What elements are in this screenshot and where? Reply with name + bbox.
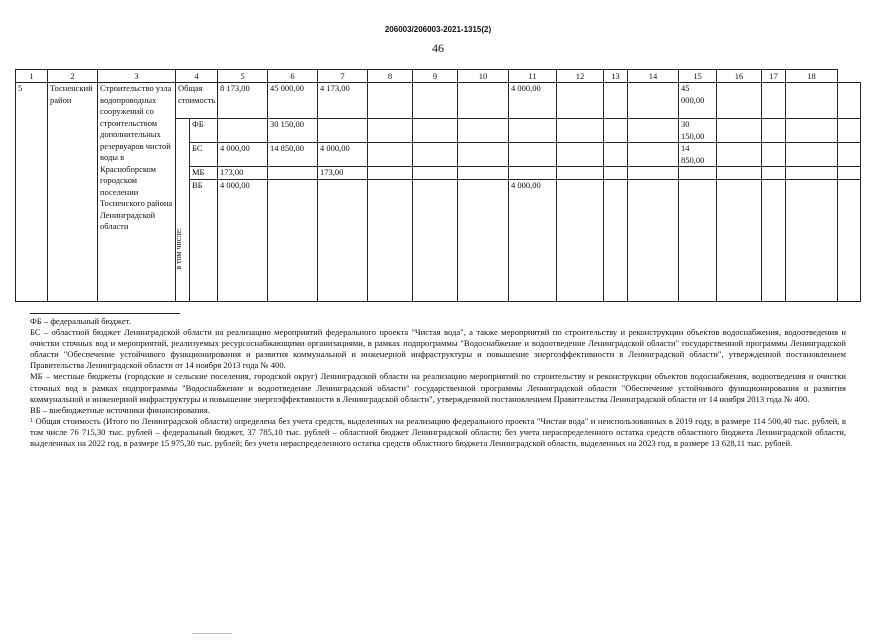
table-row <box>16 83 861 119</box>
cell-c6: 45 000,00 <box>268 83 318 119</box>
document-id: 206003/206003-2021-1315(2) <box>384 25 492 34</box>
footnote-mark: 1 <box>30 417 33 424</box>
cell-c14 <box>679 179 717 301</box>
source-label: МБ <box>190 167 218 180</box>
col-header: 9 <box>413 70 458 83</box>
cell-c5: 8 173,00 <box>218 83 268 119</box>
cell-c6 <box>268 179 318 301</box>
col-header: 8 <box>368 70 413 83</box>
footnotes <box>30 316 846 449</box>
footnote-1 <box>30 416 846 449</box>
footnote-fb: ФБ – федеральный бюджет. <box>30 316 131 326</box>
cell-c14: 45 000,00 <box>679 83 717 119</box>
page-bottom-mark <box>192 633 232 634</box>
col-header: 11 <box>509 70 557 83</box>
cell-c7: 4 173,00 <box>318 83 368 119</box>
source-label: ФБ <box>190 119 218 143</box>
vertical-label: в том числе: <box>174 227 184 270</box>
col-header: 17 <box>762 70 786 83</box>
cell-c11: 4 000,00 <box>509 83 557 119</box>
cell-c11 <box>509 119 557 143</box>
col-header: 13 <box>604 70 628 83</box>
col-header: 15 <box>679 70 717 83</box>
object-cell: Строительство узла водопроводных сооружений со строительством дополнительных резервуаров чистой воды в Красноборском городском поселении Тосненского района Ленинградской области <box>98 83 176 302</box>
budget-table <box>15 69 861 302</box>
col-header: 7 <box>318 70 368 83</box>
cell-c7: 173,00 <box>318 167 368 180</box>
vertical-label-cell <box>176 119 190 302</box>
total-label: Общая стоимость <box>176 83 218 119</box>
footnote-1-text: Общая стоимость (Итого по Ленинградской области) определена без учета средств, выделенных на реализацию федерального проекта "Чистая вода" и неиспользованных в 2019 году, в размере 114 500,40 тыс. рублей, в том числе 76 715,30 тыс. рублей – федеральный бюджет, 37 785,10 тыс. рублей – областной бюджет Ленинградской области; без учета нераспределенного остатка средств областного бюджета Ленинградской области, выделенных на 2022 год, в размере 15 975,30 тыс. рублей; без учета нераспределенного остатка средств областного бюджета Ленинградской области, выделенных на 2023 год, в размере 13 628,11 тыс. рублей. <box>30 415 846 449</box>
col-header: 6 <box>268 70 318 83</box>
col-header: 16 <box>717 70 762 83</box>
cell-c5 <box>218 119 268 143</box>
page-number: 46 <box>432 41 444 55</box>
column-number-row <box>16 70 861 83</box>
cell-c11 <box>509 143 557 167</box>
col-header: 10 <box>458 70 509 83</box>
source-label: БС <box>190 143 218 167</box>
col-header: 2 <box>48 70 98 83</box>
cell-c6 <box>268 167 318 180</box>
cell-c6: 30 150,00 <box>268 119 318 143</box>
footnote-divider <box>30 313 180 314</box>
district-cell: Тосненский район <box>48 83 98 302</box>
cell-c5: 173,00 <box>218 167 268 180</box>
row-number: 5 <box>16 83 48 302</box>
col-header: 4 <box>176 70 218 83</box>
cell-c7: 4 000,00 <box>318 143 368 167</box>
source-label: ВБ <box>190 179 218 301</box>
cell-c5: 4 000,00 <box>218 179 268 301</box>
footnote-mb: МБ – местные бюджеты (городские и сельские поселения, городской округ) Ленинградской области на реализацию мероприятий по строительству и реконструкции объектов водоснабжения, водоотведения и очистки сточных вод в рамках подпрограммы "Водоснабжение и водоотведение Ленинградской области" государственной программы Ленинградской области "Обеспечение устойчивого функционирования и развития коммунальной и инженерной инфраструктуры и повышение энергоэффективности в Ленинградской области", утвержденной постановлением Правительства Ленинградской области от 14 ноября 2013 года № 400. <box>30 371 846 404</box>
col-header: 14 <box>628 70 679 83</box>
footnote-vb: ВБ – внебюджетные источники финансирования. <box>30 404 211 415</box>
cell-c11 <box>509 167 557 180</box>
cell-c7 <box>318 179 368 301</box>
cell-c14: 30 150,00 <box>679 119 717 143</box>
cell-c14 <box>679 167 717 180</box>
cell-c7 <box>318 119 368 143</box>
col-header: 5 <box>218 70 268 83</box>
footnote-bs: БС – областной бюджет Ленинградской области на реализацию мероприятий федерального проекта "Чистая вода", а также мероприятий по строительству и реконструкции объектов водоснабжения, водоотведения и очистки сточных вод и мероприятий, реализуемых ресурсоснабжающими организациями, в рамках подпрограммы "Водоснабжение и водоотведение Ленинградской области" государственной программы Ленинградской области "Обеспечение устойчивого функционирования и развития коммунальной и инженерной инфраструктуры и повышение энергоэффективности в Ленинградской области", утвержденной постановлением Правительства Ленинградской области от 14 ноября 2013 года № 400. <box>30 327 846 371</box>
cell-c11: 4 000,00 <box>509 179 557 301</box>
col-header: 3 <box>98 70 176 83</box>
col-header: 12 <box>557 70 604 83</box>
cell-c6: 14 850,00 <box>268 143 318 167</box>
cell-c14: 14 850,00 <box>679 143 717 167</box>
cell-c5: 4 000,00 <box>218 143 268 167</box>
col-header: 1 <box>16 70 48 83</box>
col-header: 18 <box>786 70 838 83</box>
